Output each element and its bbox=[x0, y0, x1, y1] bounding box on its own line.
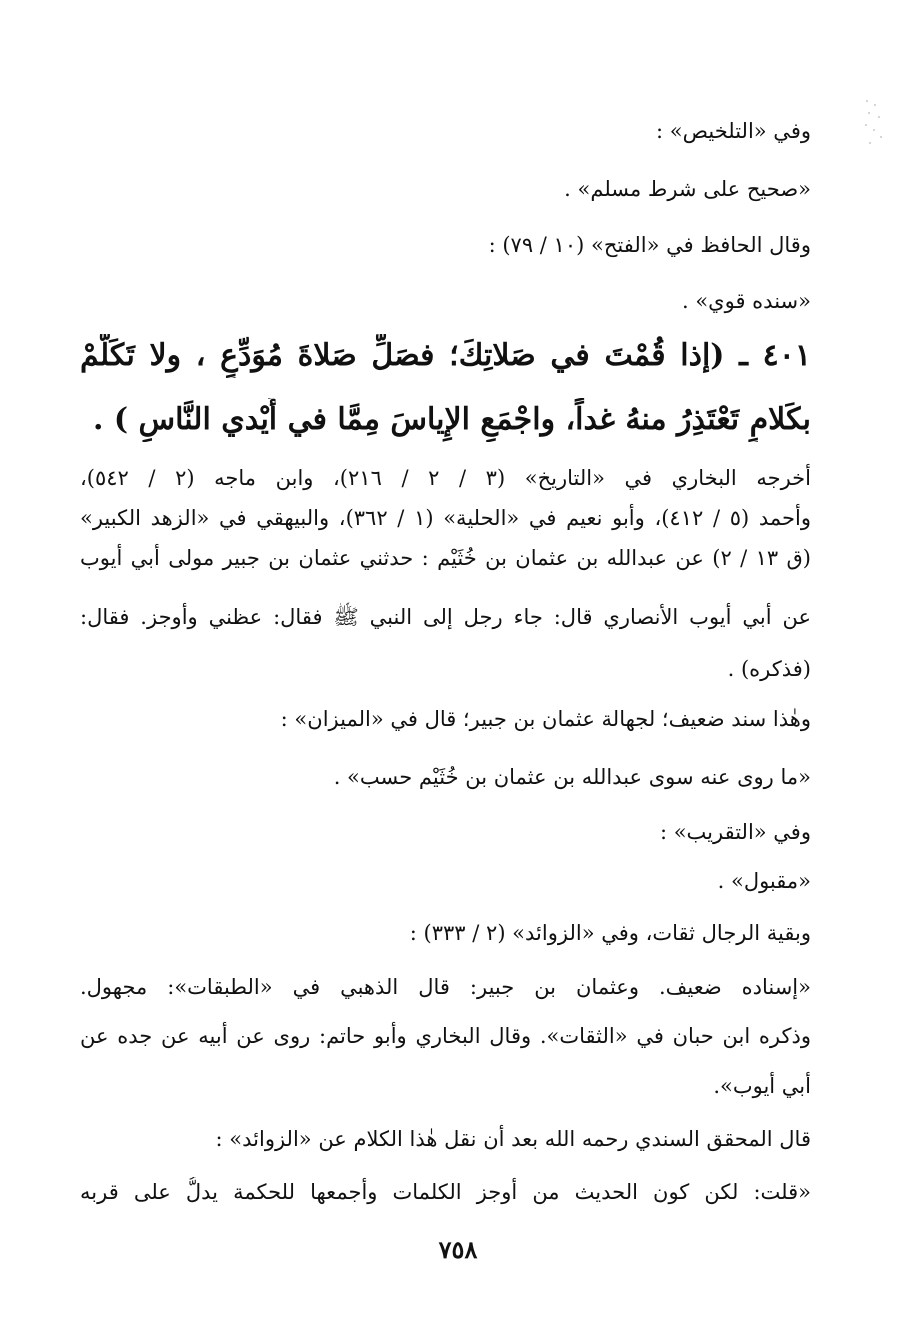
text-line: وفي «التلخيص» : bbox=[656, 119, 811, 143]
zawaid-quote-line: وذكره ابن حبان في «الثقات». وقال البخاري وأبو حاتم: روى عن أبيه عن جده عن bbox=[80, 1024, 811, 1048]
margin-speckle-decoration bbox=[862, 96, 884, 152]
takhrij-line: عن أبي أيوب الأنصاري قال: جاء رجل إلى النبي ﷺ فقال: عظني وأوجز. فقال: bbox=[80, 605, 811, 629]
analysis-line: «ما روى عنه سوى عبدالله بن عثمان بن خُثَيْم حسب» . bbox=[333, 765, 811, 789]
analysis-line: وبقية الرجال ثقات، وفي «الزوائد» (٢ / ٣٣٣) : bbox=[409, 921, 811, 945]
hadith-heading-line: ٤٠١ ـ (إذا قُمْتَ في صَلاتِكَ؛ فصَلِّ صَلاةَ مُوَدِّعٍ ، ولا تَكَلَّمْ bbox=[80, 338, 811, 373]
analysis-line: «مقبول» . bbox=[717, 869, 811, 893]
text-line: «صحيح على شرط مسلم» . bbox=[564, 177, 811, 201]
zawaid-quote-line: «إسناده ضعيف. وعثمان بن جبير: قال الذهبي في «الطبقات»: مجهول. bbox=[80, 975, 811, 999]
sindi-line: قال المحقق السندي رحمه الله بعد أن نقل هٰذا الكلام عن «الزوائد» : bbox=[215, 1127, 811, 1151]
sindi-line: «قلت: لكن كون الحديث من أوجز الكلمات وأجمعها للحكمة يدلُّ على قربه bbox=[80, 1180, 811, 1204]
takhrij-line: (ق ١٣ / ٢) عن عبدالله بن عثمان بن خُثَيْم : حدثني عثمان بن جبير مولى أبي أيوب bbox=[80, 546, 811, 570]
page-number: ٧٥٨ bbox=[438, 1235, 478, 1264]
takhrij-line: وأحمد (٥ / ٤١٢)، وأبو نعيم في «الحلية» (١ / ٣٦٢)، والبيهقي في «الزهد الكبير» bbox=[80, 506, 811, 530]
analysis-line: وهٰذا سند ضعيف؛ لجهالة عثمان بن جبير؛ قال في «الميزان» : bbox=[280, 707, 811, 731]
hadith-heading-line: بكَلامٍ تَعْتَذِرُ منهُ غداً، واجْمَعِ الإِياسَ مِمَّا في أَيْدي النَّاسِ ) . bbox=[92, 402, 811, 437]
takhrij-line: (فذكره) . bbox=[727, 657, 811, 681]
analysis-line: وفي «التقريب» : bbox=[659, 820, 811, 844]
text-line: وقال الحافظ في «الفتح» (١٠ / ٧٩) : bbox=[488, 233, 811, 257]
zawaid-quote-line: أبي أيوب». bbox=[713, 1074, 811, 1098]
text-line: «سنده قوي» . bbox=[681, 289, 811, 313]
takhrij-line: أخرجه البخاري في «التاريخ» (٣ / ٢ / ٢١٦)، وابن ماجه (٢ / ٥٤٢)، bbox=[80, 466, 811, 490]
